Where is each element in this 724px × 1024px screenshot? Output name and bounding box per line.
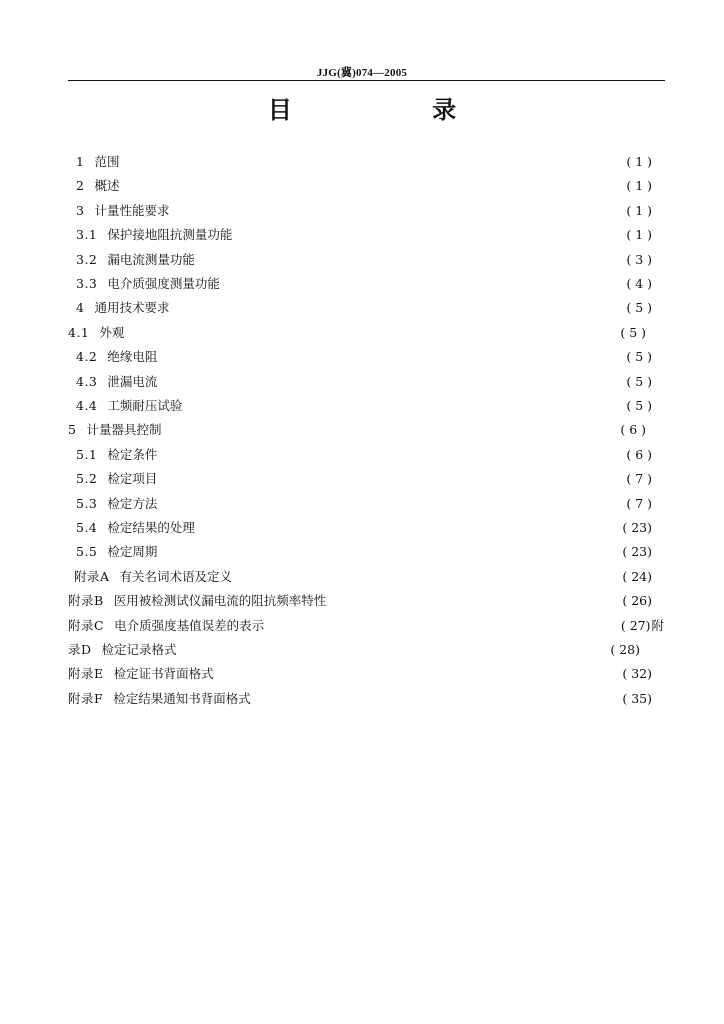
- toc-entry-label: 漏电流测量功能: [107, 252, 195, 267]
- toc-dot-leader: [197, 520, 619, 534]
- toc-entry-page: ( 4 ): [626, 275, 652, 291]
- toc-entry: [76, 272, 652, 294]
- toc-entry-label: 电介质强度基值误差的表示: [114, 618, 265, 633]
- toc-entry: [76, 370, 652, 392]
- toc-entry-page: ( 23): [622, 543, 652, 559]
- toc-entry-label: 检定条件: [107, 447, 158, 462]
- toc-entry-label: 外观: [99, 325, 125, 340]
- toc-dot-leader: [163, 422, 617, 436]
- toc-dot-leader: [216, 666, 620, 680]
- toc-entry-number: 录D: [68, 642, 92, 657]
- toc-entry-number: 4.3: [76, 373, 98, 389]
- toc-dot-leader: [222, 276, 623, 290]
- toc-dot-leader: [171, 300, 623, 314]
- toc-entry: [68, 638, 640, 660]
- page-title: 目 录: [267, 96, 523, 124]
- toc-entry: [76, 443, 652, 465]
- toc-entry-page: ( 1 ): [626, 153, 652, 169]
- toc-entry-page: ( 3 ): [626, 251, 652, 267]
- toc-entry: [74, 565, 652, 587]
- toc-dot-leader: [121, 154, 623, 168]
- toc-entry-label: 计量性能要求: [94, 203, 170, 218]
- toc-entry-page: ( 1 ): [626, 177, 652, 193]
- toc-entry-label: 电介质强度测量功能: [107, 276, 220, 291]
- toc-dot-leader: [159, 374, 623, 388]
- toc-entry: [76, 492, 652, 514]
- toc-entry: [68, 589, 652, 611]
- toc-entry-number: 4: [76, 299, 85, 315]
- toc-entry: [76, 248, 652, 270]
- toc-entry-label: 泄漏电流: [107, 374, 158, 389]
- toc-entry-page: ( 1 ): [626, 226, 652, 242]
- toc-entry: [76, 199, 652, 221]
- toc-entry: [76, 540, 652, 562]
- toc-entry: [76, 150, 652, 172]
- toc-entry: [68, 662, 652, 684]
- toc-entry-page: ( 35): [622, 690, 652, 706]
- toc-entry-number: 5.2: [76, 470, 98, 486]
- toc-dot-leader: [328, 593, 619, 607]
- toc-entry-label: 计量器具控制: [86, 422, 162, 437]
- toc-entry: [76, 296, 652, 318]
- toc-dot-leader: [234, 227, 623, 241]
- toc-entry-continuation: 附: [651, 618, 664, 633]
- toc-entry-label: 概述: [94, 178, 120, 193]
- toc-dot-leader: [179, 642, 608, 656]
- toc-entry: [76, 516, 652, 538]
- toc-entry-number: 附录E: [68, 666, 104, 681]
- toc-entry: [76, 174, 652, 196]
- toc-entry-number: 3.1: [76, 226, 98, 242]
- toc-entry-label: 医用被检测试仪漏电流的阻抗频率特性: [113, 593, 327, 608]
- toc-entry-number: 附录F: [68, 691, 104, 706]
- toc-entry-label: 保护接地阻抗测量功能: [107, 227, 233, 242]
- toc-entry-number: 3: [76, 202, 85, 218]
- toc-entry-page: ( 32): [622, 665, 652, 681]
- toc-dot-leader: [184, 398, 623, 412]
- toc-entry: [76, 394, 652, 416]
- toc-entry: [76, 467, 652, 489]
- toc-entry-label: 有关名词术语及定义: [119, 569, 233, 584]
- toc-entry-label: 检定方法: [107, 496, 158, 511]
- toc-entry-page: ( 5 ): [620, 324, 646, 340]
- toc-dot-leader: [159, 471, 623, 485]
- toc-entry: [68, 321, 646, 343]
- toc-dot-leader: [253, 691, 620, 705]
- toc-dot-leader: [159, 544, 619, 558]
- toc-entry-label: 检定周期: [107, 544, 158, 559]
- toc-entry-page: ( 26): [622, 592, 652, 608]
- toc-entry-page: ( 6 ): [626, 446, 652, 462]
- toc-entry-number: 1: [76, 153, 85, 169]
- toc-entry-page: ( 7 ): [626, 470, 652, 486]
- toc-entry-label: 范围: [94, 154, 120, 169]
- toc-entry-page: ( 27): [620, 617, 651, 633]
- toc-entry-number: 5.4: [76, 519, 98, 535]
- toc-dot-leader: [159, 447, 623, 461]
- toc-entry-label: 检定证书背面格式: [113, 666, 214, 681]
- toc-entry-page: ( 5 ): [626, 397, 652, 413]
- toc-dot-leader: [234, 569, 619, 583]
- toc-entry-number: 2: [76, 177, 85, 193]
- toc-entry-page: ( 1 ): [626, 202, 652, 218]
- toc-entry-number: 附录C: [68, 618, 105, 633]
- toc-dot-leader: [159, 349, 623, 363]
- toc-entry-label: 检定记录格式: [101, 642, 177, 657]
- toc-entry-number: 4.1: [68, 324, 90, 340]
- toc-entry-number: 5: [68, 421, 77, 437]
- toc-entry-page: ( 28): [610, 641, 640, 657]
- toc-dot-leader: [159, 496, 623, 510]
- toc-entry: [76, 345, 652, 367]
- toc-entry: [76, 223, 652, 245]
- toc-entry-label: 工频耐压试验: [107, 398, 183, 413]
- toc-entry-number: 4.4: [76, 397, 98, 413]
- toc-entry-label: 绝缘电阻: [107, 349, 158, 364]
- toc-entry-page: ( 23): [622, 519, 652, 535]
- toc-entry: [68, 687, 652, 709]
- document-code: JJG(冀)074—2005: [316, 67, 408, 79]
- toc-entry-number: 4.2: [76, 348, 98, 364]
- toc-entry-number: 5.3: [76, 495, 98, 511]
- toc-entry-label: 检定结果的处理: [107, 520, 195, 535]
- toc-dot-leader: [266, 618, 618, 632]
- toc-entry-page: ( 5 ): [626, 299, 652, 315]
- toc-entry-page: ( 5 ): [626, 348, 652, 364]
- toc-entry-page: ( 7 ): [626, 495, 652, 511]
- toc-entry-label: 检定项目: [107, 471, 158, 486]
- toc-dot-leader: [126, 325, 617, 339]
- toc-entry-number: 5.5: [76, 543, 98, 559]
- toc-entry-number: 附录B: [68, 593, 104, 608]
- toc-entry: [68, 614, 664, 636]
- header-rule: [68, 80, 665, 81]
- toc-entry-label: 检定结果通知书背面格式: [113, 691, 251, 706]
- toc-dot-leader: [197, 252, 623, 266]
- toc-entry-page: ( 24): [622, 568, 652, 584]
- toc-entry-number: 附录A: [74, 569, 110, 584]
- toc-entry-page: ( 5 ): [626, 373, 652, 389]
- toc-entry: [68, 418, 646, 440]
- toc-dot-leader: [171, 203, 623, 217]
- toc-entry-number: 5.1: [76, 446, 98, 462]
- toc-entry-number: 3.3: [76, 275, 98, 291]
- toc-entry-number: 3.2: [76, 251, 98, 267]
- toc-entry-label: 通用技术要求: [94, 300, 170, 315]
- toc-dot-leader: [121, 178, 623, 192]
- toc-entry-page: ( 6 ): [620, 421, 646, 437]
